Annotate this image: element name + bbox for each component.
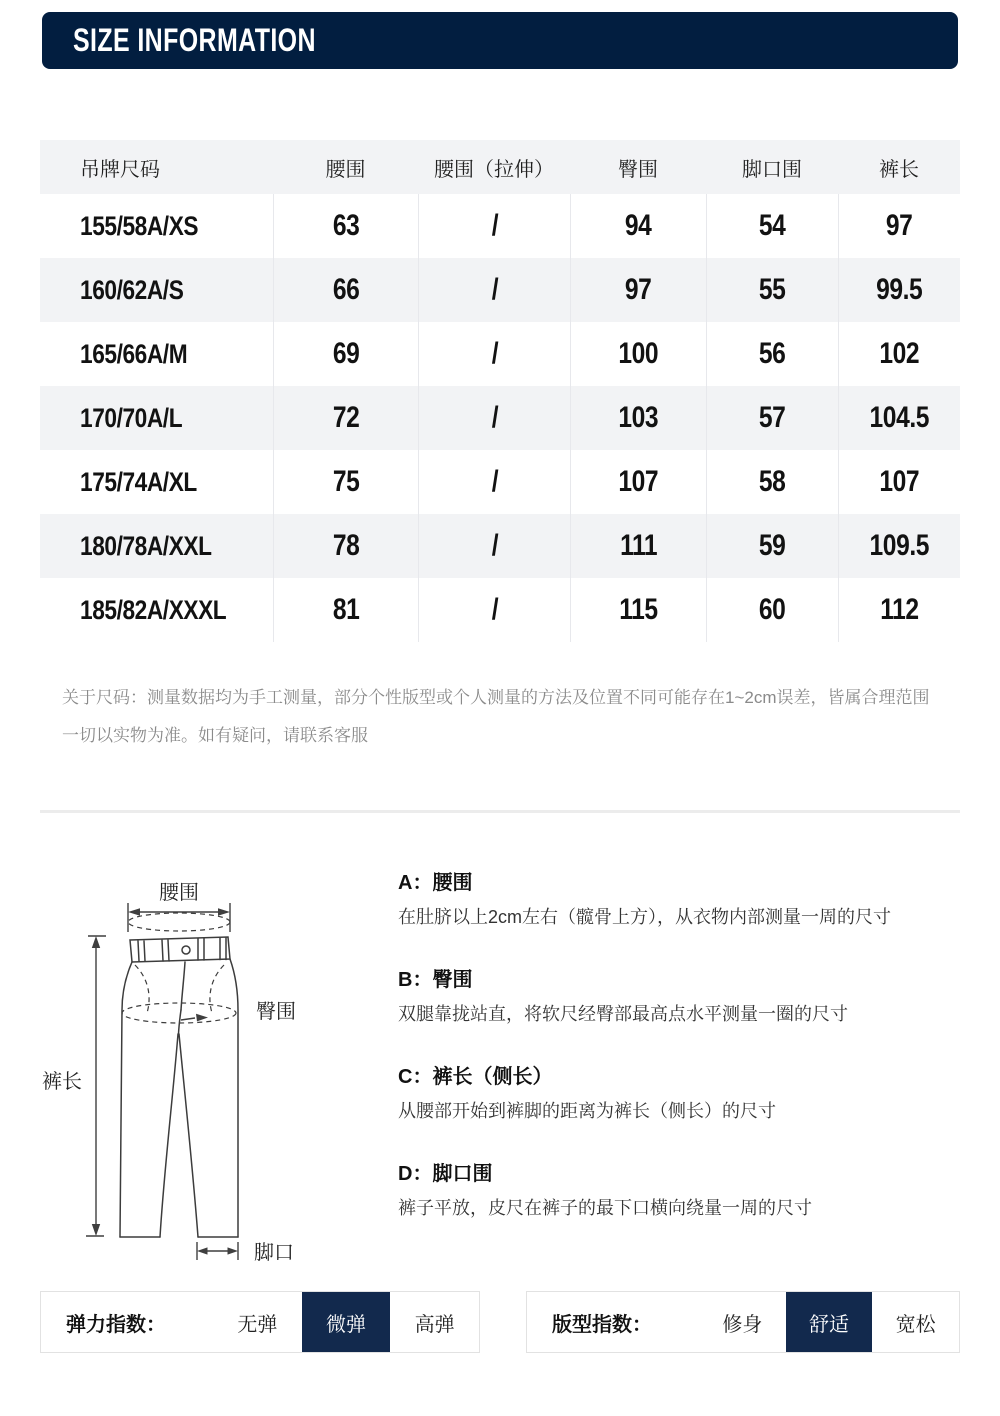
- button-icon: [182, 946, 190, 954]
- table-cell: 99.5: [838, 258, 960, 322]
- table-cell: 111: [570, 514, 706, 578]
- guide-title: C：裤长（侧长）: [398, 1066, 553, 1088]
- elasticity-index: [40, 1291, 480, 1353]
- table-cell: 94: [570, 194, 706, 258]
- table-cell: 66: [273, 258, 418, 322]
- waist-girth-ellipse: [128, 913, 230, 931]
- table-row: [40, 514, 960, 578]
- size-cell: 155/58A/XS: [80, 210, 199, 241]
- elasticity-option-none: 无弹: [237, 1313, 278, 1336]
- table-cell: /: [418, 258, 570, 322]
- guide-item-hip: [398, 967, 984, 1028]
- guide-title: D：脚口围: [398, 1163, 493, 1185]
- table-cell: 107: [570, 450, 706, 514]
- guide-text: 从腰部开始到裤脚的距离为裤长（侧长）的尺寸: [398, 1101, 776, 1121]
- table-cell: 69: [273, 322, 418, 386]
- table-cell: /: [418, 386, 570, 450]
- fit-index: [526, 1291, 960, 1353]
- waist-label: 腰围: [159, 882, 199, 904]
- hem-label: 脚口: [254, 1242, 294, 1264]
- guide-item-waist: [398, 870, 984, 931]
- guide-text: 裤子平放，皮尺在裤子的最下口横向绕量一周的尺寸: [398, 1198, 812, 1218]
- guide-text: 双腿靠拢站直，将软尺经臀部最高点水平测量一圈的尺寸: [398, 1004, 848, 1024]
- section-title: SIZE INFORMATION: [73, 22, 316, 58]
- size-table: [40, 140, 960, 642]
- table-cell: 78: [273, 514, 418, 578]
- size-cell: 180/78A/XXL: [80, 530, 212, 561]
- guide-item-hem: [398, 1161, 984, 1222]
- table-header-row: [40, 140, 960, 194]
- sizing-disclaimer: 关于尺码：测量数据均为手工测量，部分个性版型或个人测量的方法及位置不同可能存在1~2cm误差，皆属合理范围一切以实物为准。如有疑问，请联系客服: [62, 688, 930, 745]
- fit-options: [699, 1292, 959, 1352]
- table-cell: /: [418, 322, 570, 386]
- table-cell: /: [418, 578, 570, 642]
- column-header-hip: 臀围: [618, 158, 658, 181]
- guide-text: 在肚脐以上2cm左右（髋骨上方），从衣物内部测量一周的尺寸: [398, 907, 892, 927]
- fit-label: 版型指数：: [552, 1313, 652, 1336]
- elasticity-options: [213, 1292, 479, 1352]
- elasticity-option-slight-selected: 微弹: [302, 1292, 391, 1352]
- elasticity-label: 弹力指数：: [66, 1313, 166, 1336]
- table-cell: 97: [838, 194, 960, 258]
- table-cell: 60: [706, 578, 838, 642]
- table-cell: 107: [838, 450, 960, 514]
- column-header-length: 裤长: [879, 158, 919, 181]
- fit-option-comfort-selected: 舒适: [786, 1292, 873, 1352]
- table-row: [40, 386, 960, 450]
- measurement-guide: [398, 870, 984, 1258]
- table-row: [40, 322, 960, 386]
- size-cell: 170/70A/L: [80, 402, 183, 433]
- table-cell: 103: [570, 386, 706, 450]
- section-divider: [40, 810, 960, 813]
- table-cell: 55: [706, 258, 838, 322]
- length-label: 裤长: [42, 1071, 82, 1093]
- size-cell: 165/66A/M: [80, 338, 188, 369]
- table-cell: 112: [838, 578, 960, 642]
- table-cell: 104.5: [838, 386, 960, 450]
- size-cell: 160/62A/S: [80, 274, 184, 305]
- pants-measure-diagram: [40, 866, 380, 1276]
- table-cell: 72: [273, 386, 418, 450]
- table-cell: 109.5: [838, 514, 960, 578]
- table-cell: 54: [706, 194, 838, 258]
- fit-option-loose: 宽松: [895, 1313, 936, 1336]
- index-badges: [40, 1291, 960, 1353]
- table-cell: 58: [706, 450, 838, 514]
- table-cell: /: [418, 194, 570, 258]
- column-header-size: 吊牌尺码: [80, 158, 160, 181]
- table-cell: 102: [838, 322, 960, 386]
- section-title-bar: [42, 12, 958, 69]
- table-cell: 57: [706, 386, 838, 450]
- right-pocket-line: [210, 965, 224, 1013]
- table-cell: 81: [273, 578, 418, 642]
- table-row: [40, 578, 960, 642]
- table-cell: 100: [570, 322, 706, 386]
- hip-label: 臀围: [256, 1001, 296, 1023]
- guide-item-length: [398, 1064, 984, 1125]
- table-cell: /: [418, 514, 570, 578]
- size-cell: 175/74A/XL: [80, 466, 197, 497]
- table-cell: /: [418, 450, 570, 514]
- elasticity-option-high: 高弹: [414, 1313, 455, 1336]
- table-row: [40, 450, 960, 514]
- table-row: [40, 258, 960, 322]
- column-header-waist-stretched: 腰围（拉伸）: [434, 158, 554, 181]
- guide-title: A：腰围: [398, 872, 473, 894]
- table-cell: 97: [570, 258, 706, 322]
- table-cell: 115: [570, 578, 706, 642]
- hip-arrow: [181, 1018, 195, 1020]
- table-cell: 75: [273, 450, 418, 514]
- column-header-hem: 脚口围: [742, 158, 802, 181]
- size-cell: 185/82A/XXXL: [80, 594, 227, 625]
- table-cell: 59: [706, 514, 838, 578]
- table-cell: 63: [273, 194, 418, 258]
- fit-option-slim: 修身: [722, 1313, 763, 1336]
- column-header-waist: 腰围: [325, 158, 366, 181]
- table-cell: 56: [706, 322, 838, 386]
- table-row: [40, 194, 960, 258]
- guide-title: B：臀围: [398, 969, 473, 991]
